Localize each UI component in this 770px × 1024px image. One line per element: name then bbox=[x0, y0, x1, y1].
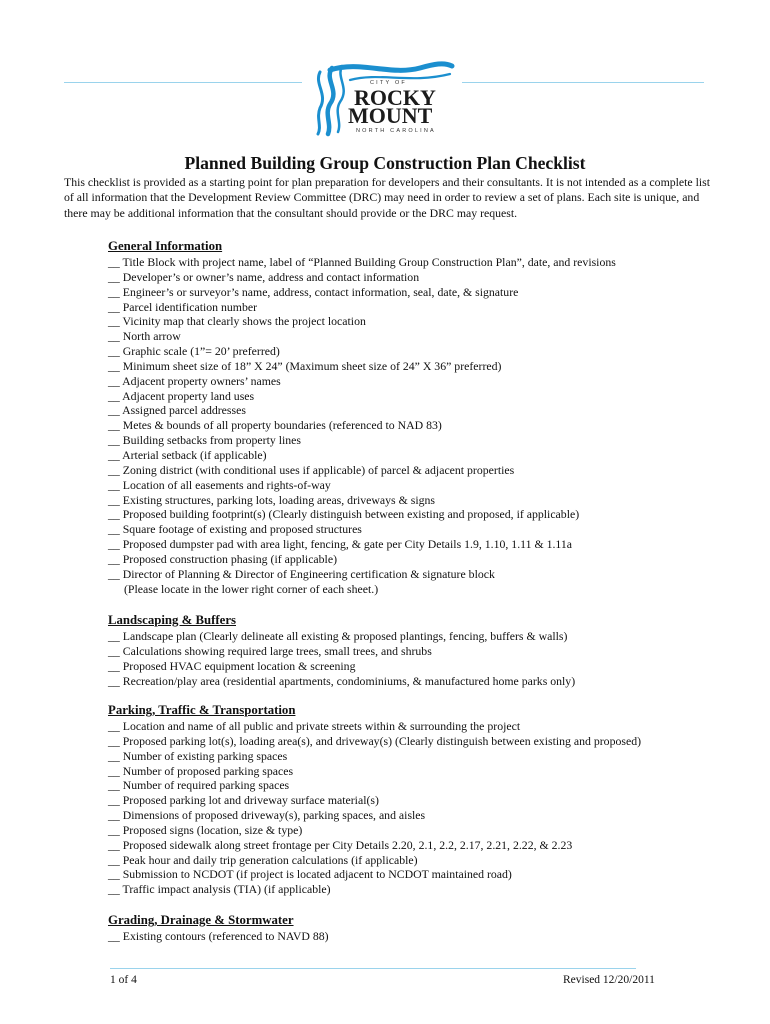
list-item: __ Recreation/play area (residential apartments, condominiums, & manufactured home parks only) bbox=[108, 673, 576, 688]
list-item: __ Landscape plan (Clearly delineate all existing & proposed plantings, fencing, buffers & walls) bbox=[108, 629, 568, 643]
logo-state: NORTH CAROLINA bbox=[356, 128, 436, 134]
section-heading: Grading, Drainage & Stormwater bbox=[108, 913, 294, 927]
checklist bbox=[108, 255, 708, 582]
list-item: __ Existing contours (referenced to NAVD 88) bbox=[108, 929, 329, 943]
list-item: __ Proposed signs (location, size & type) bbox=[108, 822, 303, 837]
list-item: __ Graphic scale (1”= 20’ preferred) bbox=[108, 344, 280, 359]
header-rule-right bbox=[462, 82, 704, 83]
list-item: __ Engineer’s or surveyor’s name, address, contact information, seal, date, & signature bbox=[108, 284, 519, 299]
list-item: __ North arrow bbox=[108, 329, 181, 344]
section-heading: Parking, Traffic & Transportation bbox=[108, 703, 296, 717]
list-item: __ Adjacent property owners’ names bbox=[108, 373, 281, 388]
list-item: __ Metes & bounds of all property boundaries (referenced to NAD 83) bbox=[108, 418, 442, 433]
logo-city-of: CITY OF bbox=[370, 80, 407, 86]
list-item: __ Peak hour and daily trip generation calculations (if applicable) bbox=[108, 852, 418, 867]
list-item: __ Zoning district (with conditional uses if applicable) of parcel & adjacent properties bbox=[108, 462, 515, 477]
list-item: __ Building setbacks from property lines bbox=[108, 433, 301, 448]
list-item: __ Number of existing parking spaces bbox=[108, 748, 288, 763]
checklist bbox=[108, 929, 708, 944]
section-general-information bbox=[108, 238, 708, 596]
list-item: __ Minimum sheet size of 18” X 24” (Maximum sheet size of 24” X 36” preferred) bbox=[108, 358, 502, 373]
list-item: __ Proposed HVAC equipment location & screening bbox=[108, 658, 356, 673]
intro-paragraph: This checklist is provided as a starting point for plan preparation for developers and their consultants. It is not intended as a complete list of all information that the Development Review Committee (DRC) may need in order to review a set of plans. Each site is unique, and there may be additional information that the consultant should provide or the DRC may request. bbox=[64, 175, 711, 220]
header-rule-left bbox=[64, 82, 302, 83]
section-parking-traffic bbox=[108, 702, 708, 897]
logo-rocky: ROCKY bbox=[354, 85, 436, 110]
rocky-mount-logo bbox=[310, 60, 460, 138]
checklist bbox=[108, 629, 708, 688]
list-item: __ Proposed parking lot(s), loading area(s), and driveway(s) (Clearly distinguish between existing and proposed) bbox=[108, 733, 642, 748]
list-item: __ Title Block with project name, label of “Planned Building Group Construction Plan”, date, and revisions bbox=[108, 255, 616, 269]
revision-date: Revised 12/20/2011 bbox=[563, 974, 655, 986]
list-item: __ Square footage of existing and proposed structures bbox=[108, 522, 362, 537]
list-item: __ Number of required parking spaces bbox=[108, 778, 290, 793]
list-item: __ Traffic impact analysis (TIA) (if applicable) bbox=[108, 882, 331, 897]
list-item: __ Submission to NCDOT (if project is located adjacent to NCDOT maintained road) bbox=[108, 867, 512, 882]
section-heading: Landscaping & Buffers bbox=[108, 613, 236, 627]
section-grading-drainage bbox=[108, 912, 708, 944]
list-item: __ Proposed parking lot and driveway surface material(s) bbox=[108, 793, 379, 808]
list-item: __ Location of all easements and rights-of-way bbox=[108, 477, 331, 492]
list-item: __ Proposed construction phasing (if applicable) bbox=[108, 551, 338, 566]
list-item: __ Dimensions of proposed driveway(s), parking spaces, and aisles bbox=[108, 808, 426, 823]
footer-rule bbox=[110, 968, 636, 969]
list-item: __ Developer’s or owner’s name, address and contact information bbox=[108, 269, 420, 284]
list-item: __ Proposed dumpster pad with area light, fencing, & gate per City Details 1.9, 1.10, 1.11 & 1.11a bbox=[108, 537, 573, 552]
signature-note: (Please locate in the lower right corner of each sheet.) bbox=[124, 581, 379, 596]
list-item: __ Calculations showing required large trees, small trees, and shrubs bbox=[108, 643, 432, 658]
list-item: __ Adjacent property land uses bbox=[108, 388, 255, 403]
list-item: __ Location and name of all public and private streets within & surrounding the project bbox=[108, 719, 521, 733]
list-item: __ Number of proposed parking spaces bbox=[108, 763, 294, 778]
list-item: __ Assigned parcel addresses bbox=[108, 403, 246, 418]
list-item: __ Proposed building footprint(s) (Clearly distinguish between existing and proposed, if applicable) bbox=[108, 507, 580, 522]
section-heading: General Information bbox=[108, 239, 223, 253]
list-item: __ Parcel identification number bbox=[108, 299, 258, 314]
page-title: Planned Building Group Construction Plan Checklist bbox=[184, 153, 586, 173]
checklist bbox=[108, 719, 708, 897]
page-number: 1 of 4 bbox=[110, 974, 137, 986]
list-item: __ Vicinity map that clearly shows the project location bbox=[108, 314, 366, 329]
list-item: __ Existing structures, parking lots, loading areas, driveways & signs bbox=[108, 492, 435, 507]
list-item: __ Arterial setback (if applicable) bbox=[108, 447, 267, 462]
section-landscaping-buffers bbox=[108, 612, 708, 688]
logo-mount: MOUNT bbox=[348, 103, 433, 128]
list-item: __ Proposed sidewalk along street frontage per City Details 2.20, 2.1, 2.2, 2.17, 2.21, 2.22, & 2.23 bbox=[108, 837, 573, 852]
list-item: __ Director of Planning & Director of Engineering certification & signature block bbox=[108, 566, 495, 581]
